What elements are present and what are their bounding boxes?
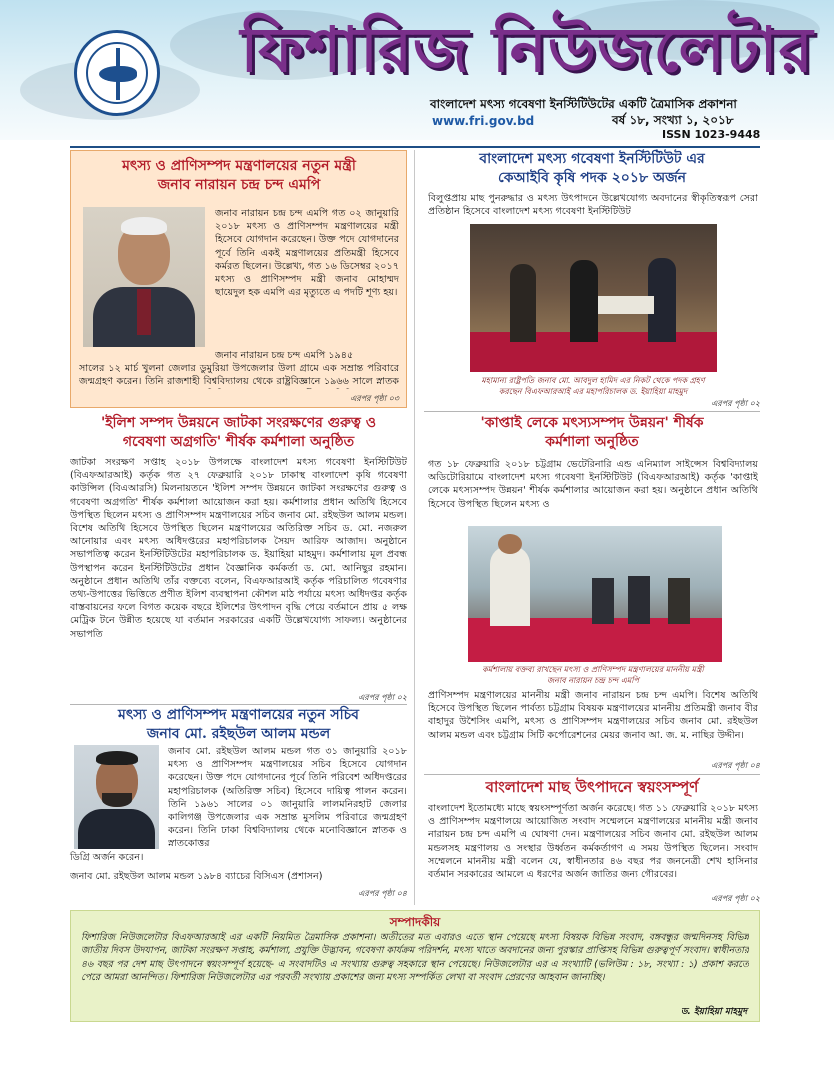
divider bbox=[424, 774, 760, 775]
article-title bbox=[424, 414, 760, 452]
award-plaque bbox=[598, 296, 654, 314]
caption-line: জনাব নারায়ন চন্দ্র চন্দ এমপি bbox=[547, 676, 639, 685]
portrait-tie bbox=[137, 289, 151, 335]
title-line: মৎস্য ও প্রাণিসম্পদ মন্ত্রণালয়ের নতুন মন্ত্রী bbox=[122, 158, 356, 174]
editorial-signature: ড. ইয়াহিয়া মাহমুদ bbox=[680, 1007, 747, 1017]
article-title bbox=[79, 157, 399, 195]
masthead-title: ফিশারিজ নিউজলেটার bbox=[240, 13, 814, 86]
article-text: জনাব মো. রইছউল আলম মন্ডল ১৯৮৪ ব্যাচের বিসিএস (প্রশাসন) bbox=[70, 871, 323, 882]
issue-number: বর্ষ ১৮, সংখ্যা ১, ২০১৮ bbox=[612, 113, 734, 127]
title-line: জনাব নারায়ন চন্দ্র চন্দ এমপি bbox=[157, 177, 321, 193]
issn: ISSN 1023-9448 bbox=[662, 128, 761, 140]
article-text: জাটকা সংরক্ষণ সপ্তাহ ২০১৮ উপলক্ষে বাংলাদেশ মৎস্য গবেষণা ইনস্টিটিউট (বিএফআরআই) কর্তৃক গত ২৭ ফেব্রুয়ারি ২০১৮ ঢাকাস্থ বাংলাদেশ কৃষি গবেষণা কাউন্সিল (বিএআরসি) মিলনায়তনে 'ইলিশ সম্পদ উন্নয়নে জাটকা সংরক্ষণের গুরুত্ব ও গবেষণা অগ্রগতি' শীর্ষক কর্মশালা আয়োজন করা হয়। কর্মশালার প্রধান অতিথি হিসেবে উপস্থিত ছিলেন মৎস্য ও প্রাণিসম্পদ মন্ত্রণালয়ের সচিব জনাব মো. রইছউল আলম মন্ডল। বিশেষ অতিথি হিসেবে উপস্থিত ছিলেন মন্ত্রণালয়ের অতিরিক্ত সচিব ড. মো. নজরুল আনোয়ার এবং মৎস্য অধিদপ্তরের মহাপরিচালক সৈয়দ আরিফ আজাদ। অনুষ্ঠানে সভাপতিত্ব করেন ইনস্টিটিউটের মহাপরিচালক ড. ইয়াহিয়া মাহমুদ। কর্মশালায় মূল প্রবন্ধ উপস্থাপন করেন ইনস্টিটিউটের প্রধান বৈজ্ঞানিক কর্মকর্তা ড. মো. আনিছুর রহমান। অনুষ্ঠানে প্রধান অতিথি তাঁর বক্তব্যে বলেন, বিএফআরআই কর্তৃক পরিচালিত গবেষণার তথ্য-উপাত্তের ভিত্তিতে প্রণীত ইলিশ ব্যবস্থাপনা কৌশল মাঠ পর্যায়ে মৎস্য অধিদপ্তর কর্তৃক বাস্তবায়নের ফলে বিগত কয়েক বছরে ইলিশের উৎপাদন বৃদ্ধি পেয়ে বর্তমানে প্রায় ৫ লক্ষ মেট্রিক টনে উন্নীত হয়েছে যা বর্তমান সরকারের একটি উল্লেখযোগ্য সাফল্য। অনুষ্ঠানের সভাপতি bbox=[70, 457, 407, 640]
article-title bbox=[424, 150, 760, 188]
article-text: প্রাণিসম্পদ মন্ত্রণালয়ের মাননীয় মন্ত্রী জনাব নারায়ন চন্দ্র চন্দ এমপি। বিশেষ অতিথি হিসেবে উপস্থিত ছিলেন পার্বত্য চট্টগ্রাম বিষয়ক মন্ত্রণালয়ের মাননীয় প্রতিমন্ত্রী জনাব বীর বাহাদুর উশৈসিং এমপি, মৎস্য ও প্রাণিসম্পদ মন্ত্রণালয়ের সচিব জনাব মো. রইছউল আলম মন্ডল এবং চট্টগ্রাম সিটি কর্পোরেশনের মেয়র জনাব আ. জ. ম. নাছির উদ্দীন। bbox=[428, 690, 758, 741]
continued-note: এরপর পৃষ্ঠা ০৪ bbox=[358, 889, 407, 898]
divider bbox=[424, 411, 760, 412]
caption-line: করছেন বিএফআরআই এর মহাপরিচালক ড. ইয়াহিয়া মাহমুদ bbox=[498, 387, 688, 396]
title-line: 'কাপ্তাই লেকে মৎস্যসম্পদ উন্নয়ন' শীর্ষক bbox=[480, 415, 704, 431]
workshop-photo bbox=[468, 526, 722, 662]
masthead-banner bbox=[0, 0, 834, 140]
article-text: ডিগ্রি অর্জন করেন। bbox=[70, 852, 144, 863]
divider bbox=[70, 704, 407, 705]
minister-portrait bbox=[83, 207, 205, 347]
speaker-head bbox=[498, 534, 522, 554]
photo-caption bbox=[430, 664, 756, 686]
article-title bbox=[70, 414, 407, 452]
caption-line: কর্মশালায় বক্তব্য রাখছেন মৎস্য ও প্রাণিসম্পদ মন্ত্রণালয়ের মাননীয় মন্ত্রী bbox=[482, 665, 704, 674]
article-text: সালের ১২ মার্চ খুলনা জেলার ডুমুরিয়া উপজেলার উলা গ্রামে এক সম্রান্ত পরিবারে জন্মগ্রহণ করেন। তিনি রাজশাহী বিশ্ববিদ্যালয় থেকে রাষ্ট্রবিজ্ঞানে ১৯৬৬ সালে স্নাতক bbox=[79, 363, 399, 388]
article-text: জনাব মো. রইছউল আলম মন্ডল গত ৩১ জানুয়ারি ২০১৮ মৎস্য ও প্রাণিসম্পদ মন্ত্রণালয়ের সচিব হিসেবে যোগদান করেছেন। উক্ত পদে যোগদানের পূর্বে তিনি পরিবেশ অধিদপ্তরের মহাপরিচালক (অতিরিক্ত সচিব) হিসেবে দায়িত্ব পালন করেন। তিনি ১৯৬১ সালের ০১ জানুয়ারি লালমনিরহাট জেলার কালিগঞ্জ উপজেলার এক সম্রান্ত মুসলিম পরিবারে জন্মগ্রহণ করেন। তিনি ঢাকা বিশ্ববিদ্যালয় থেকে মনোবিজ্ঞানে স্নাতক ও স্নাতকোত্তর bbox=[168, 746, 407, 850]
guest-figure bbox=[628, 576, 650, 624]
header-divider bbox=[70, 146, 760, 148]
title-line: গবেষণা অগ্রগতি' শীর্ষক কর্মশালা অনুষ্ঠিত bbox=[122, 434, 355, 450]
continued-note: এরপর পৃষ্ঠা ০২ bbox=[711, 894, 760, 903]
article-title bbox=[70, 706, 407, 744]
title-line: মৎস্য ও প্রাণিসম্পদ মন্ত্রণালয়ের নতুন সচিব bbox=[118, 707, 359, 723]
continued-note: এরপর পৃষ্ঠা ০৪ bbox=[711, 761, 760, 770]
website-link[interactable]: www.fri.gov.bd bbox=[432, 114, 535, 128]
portrait-suit bbox=[78, 809, 155, 849]
continued-note: এরপর পৃষ্ঠা ০৩ bbox=[350, 394, 399, 403]
portrait-hair bbox=[121, 217, 167, 235]
title-line: জনাব মো. রইছউল আলম মন্ডল bbox=[146, 726, 331, 742]
article-text: বিলুপ্তপ্রায় মাছ পুনরুদ্ধার ও মৎস্য উৎপাদনে উল্লেখযোগ্য অবদানের স্বীকৃতিস্বরূপ সেরা প্রতিষ্ঠান হিসেবে বাংলাদেশ মৎস্য গবেষণা ইনস্টিটিউট bbox=[428, 193, 758, 218]
article-new-minister bbox=[70, 150, 407, 408]
guest-figure bbox=[592, 578, 614, 624]
bfri-logo bbox=[74, 30, 160, 116]
column-divider bbox=[414, 150, 415, 905]
editorial-text: ফিশারিজ নিউজলেটার বিএফআরআই এর একটি নিয়মিত ত্রৈমাসিক প্রকাশনা। অতীতের মত এবারও এতে স্থান পেয়েছে মৎস্য বিষয়ক বিভিন্ন সংবাদ, বঙ্গবন্ধুর জন্মদিনসহ বিভিন্ন জাতীয় দিবস উদযাপন, জাটকা সংরক্ষণ সপ্তাহ, কর্মশালা, প্রযুক্তি উদ্ভাবন, গবেষণা কার্যক্রম পরিদর্শন, মৎস্য খাতে অবদানের জন্য পুরস্কার প্রাপ্তিসহ বিভিন্ন গুরুত্বপূর্ণ সংবাদ। স্বাধীনতার ৪৬ বছর পর দেশ মাছ উৎপাদনে স্বয়ংসম্পূর্ণ হয়েছে- এ সংবাদটিও এ সংখ্যায় গুরুত্ব সহকারে স্থান পেয়েছে। নিউজলেটার এর এ সংখ্যাটি (ভলিউম : ১৮, সংখ্যা : ১) প্রকাশ করতে পেরে আমরা আনন্দিত। ফিশারিজ নিউজলেটার এর পরবর্তী সংখ্যায় প্রকাশের জন্য মৎস্য সম্পর্কিত লেখা বা সংবাদ প্রেরণের আহবান জানাচ্ছি। bbox=[81, 932, 749, 984]
article-text: জনাব নারায়ন চন্দ্র চন্দ এমপি গত ০২ জানুয়ারি ২০১৮ মৎস্য ও প্রাণিসম্পদ মন্ত্রণালয়ের মন্ত্রী হিসেবে যোগদান করেছেন। উক্ত পদে যোগদানের পূর্বে তিনি একই মন্ত্রণালয়ের প্রতিমন্ত্রী হিসেবে কর্মরত ছিলেন। উল্লেখ্য, গত ১৬ ডিসেম্বর ২০১৭ মৎস্য ও প্রাণিসম্পদ মন্ত্রী জনাব মোহাম্মদ ছায়েদুল হক এমপি এর মৃত্যুতে এ পদটি শূণ্য হয়। bbox=[215, 208, 399, 299]
continued-note: এরপর পৃষ্ঠা ০২ bbox=[358, 693, 407, 702]
caption-line: মহামান্য রাষ্ট্রপতি জনাব মো. আবদুল হামিদ এর নিকট থেকে পদক গ্রহণ bbox=[481, 376, 705, 385]
portrait-beard bbox=[102, 793, 132, 807]
masthead-subtitle: বাংলাদেশ মৎস্য গবেষণা ইনস্টিটিউটের একটি ত্রৈমাসিক প্রকাশনা bbox=[430, 97, 737, 111]
article-text: জনাব নারায়ন চন্দ্র চন্দ এমপি ১৯৪৫ bbox=[215, 350, 354, 361]
continued-note: এরপর পৃষ্ঠা ০২ bbox=[711, 399, 760, 408]
logo-fish-icon bbox=[99, 66, 137, 82]
secretary-portrait bbox=[74, 745, 159, 849]
award-ceremony-photo bbox=[470, 224, 717, 372]
article-title: বাংলাদেশ মাছ উৎপাদনে স্বয়ংসম্পূর্ণ bbox=[485, 778, 699, 796]
editorial-heading: সম্পাদকীয় bbox=[389, 915, 441, 929]
person-figure bbox=[510, 264, 536, 342]
portrait-hair bbox=[96, 751, 138, 765]
photo-caption bbox=[430, 375, 756, 397]
title-line: কর্মশালা অনুষ্ঠিত bbox=[545, 434, 639, 450]
editorial-box bbox=[70, 910, 760, 1022]
person-figure bbox=[570, 260, 598, 342]
title-line: বাংলাদেশ মৎস্য গবেষণা ইনস্টিটিউট এর bbox=[479, 151, 705, 167]
title-line: কেআইবি কৃষি পদক ২০১৮ অর্জন bbox=[498, 170, 686, 186]
article-text: গত ১৮ ফেব্রুয়ারি ২০১৮ চট্টগ্রাম ভেটেরিনারি এন্ড এনিম্যাল সাইন্সেস বিশ্ববিদ্যালয় অডিটোরিয়ামে বাংলাদেশ মৎস্য গবেষণা ইনস্টিটিউট (বিএফআরআই) কর্তৃক 'কাপ্তাই লেকে মৎস্যসম্পদ উন্নয়ন' শীর্ষক কর্মশালার আয়োজন করা হয়। অনুষ্ঠানে প্রধান অতিথি হিসেবে উপস্থিত ছিলেন মৎস্য ও bbox=[428, 459, 758, 510]
title-line: 'ইলিশ সম্পদ উন্নয়নে জাটকা সংরক্ষণের গুরুত্ব ও bbox=[100, 415, 377, 431]
article-text: বাংলাদেশ ইতোমধ্যে মাছে স্বয়ংসম্পূর্ণতা অর্জন করেছে। গত ১১ ফেব্রুয়ারি ২০১৮ মৎস্য ও প্রাণিসম্পদ মন্ত্রণালয়ে আয়োজিত সংবাদ সম্মেলনে মন্ত্রণালয়ের মাননীয় মন্ত্রী জনাব নারায়ন চন্দ্র চন্দ এমপি এ ঘোষণা দেন। মন্ত্রণালয়ের সচিব জনাব মো. রইছউল আলম মন্ডলসহ মন্ত্রণালয় ও সংস্থার উর্ধ্বতন কর্মকর্তাগণ এ সময় উপস্থিত ছিলেন। সংবাদ সম্মেলনে মাননীয় মন্ত্রী বলেন যে, স্বাধীনতার ৪৬ বছর পর জননেত্রী শেখ হাসিনার বর্তমান সরকারের আমলে এ ধরণের অর্জন জাতির জন্য গৌরবের। bbox=[428, 803, 758, 881]
guest-figure bbox=[668, 578, 690, 624]
speaker-figure bbox=[490, 546, 530, 626]
